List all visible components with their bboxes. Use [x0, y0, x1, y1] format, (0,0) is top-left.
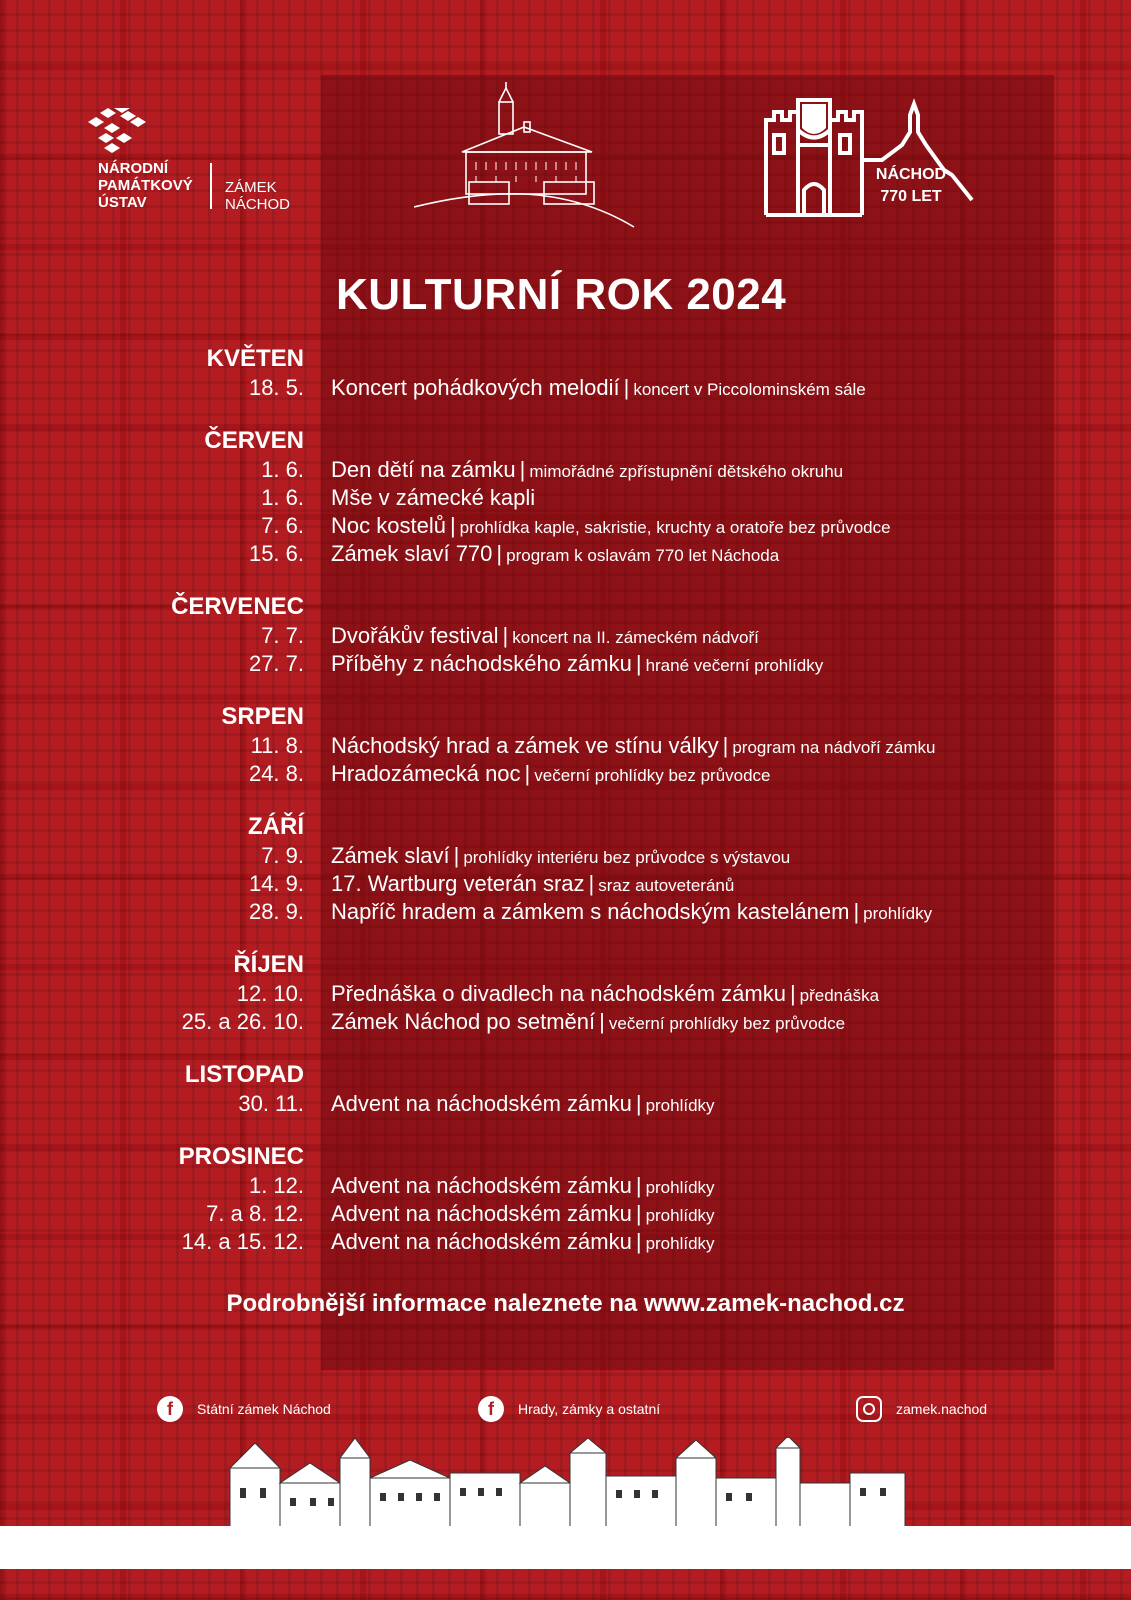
event-title: Den dětí na zámku — [331, 457, 516, 482]
event-title: Příběhy z náchodského zámku — [331, 651, 632, 676]
month-gap — [0, 678, 1131, 702]
event-title: Advent na náchodském zámku — [331, 1201, 632, 1226]
month-gap — [0, 568, 1131, 592]
month-heading: LISTOPAD — [184, 1061, 304, 1088]
separator-bar: | — [789, 981, 796, 1006]
event-row — [0, 484, 1131, 512]
logo-separator — [210, 163, 212, 209]
event-row — [0, 898, 1131, 926]
separator-bar: | — [588, 871, 595, 896]
month-heading: SRPEN — [221, 703, 304, 730]
event-date: 25. a 26. 10. — [181, 1009, 304, 1034]
month-gap — [0, 402, 1131, 426]
event-date: 1. 6. — [261, 457, 304, 482]
separator-bar: | — [635, 1091, 642, 1116]
event-date: 27. 7. — [248, 651, 304, 676]
org-line3: ÚSTAV — [98, 194, 147, 211]
event-title-line — [331, 980, 879, 1008]
separator-bar: | — [635, 1173, 642, 1198]
event-description: prohlídky — [863, 904, 933, 923]
event-title-line — [331, 870, 734, 898]
org-line2: PAMÁTKOVÝ — [98, 177, 193, 194]
event-title: Náchodský hrad a zámek ve stínu války — [331, 733, 719, 758]
event-description: program k oslavám 770 let Náchoda — [506, 546, 780, 565]
event-date: 7. a 8. 12. — [206, 1201, 304, 1226]
event-date: 28. 9. — [248, 899, 304, 924]
event-schedule — [0, 344, 1131, 1256]
separator-bar: | — [524, 761, 531, 786]
npu-logo — [80, 108, 310, 218]
month-gap — [0, 788, 1131, 812]
event-description: večerní prohlídky bez průvodce — [534, 766, 771, 785]
page-title: KULTURNÍ ROK 2024 — [336, 270, 787, 319]
event-title: Napříč hradem a zámkem s náchodským kastelánem — [331, 899, 850, 924]
event-row — [0, 1228, 1131, 1256]
event-title-line — [331, 1090, 715, 1118]
social-link-facebook-1[interactable] — [157, 1396, 331, 1422]
month-heading: KVĚTEN — [206, 345, 304, 372]
event-title-line — [331, 650, 823, 678]
separator-bar: | — [449, 513, 456, 538]
month-heading: ČERVENEC — [171, 593, 304, 620]
separator-bar: | — [635, 1229, 642, 1254]
social-label: Státní zámek Náchod — [197, 1401, 331, 1417]
event-title-line — [331, 512, 891, 540]
event-title: Noc kostelů — [331, 513, 446, 538]
event-description: sraz autoveteránů — [598, 876, 735, 895]
event-title: Advent na náchodském zámku — [331, 1229, 632, 1254]
event-date: 1. 12. — [248, 1173, 304, 1198]
npu-logo-icon — [80, 108, 160, 153]
separator-bar: | — [853, 899, 860, 924]
event-row — [0, 456, 1131, 484]
event-row — [0, 1008, 1131, 1036]
event-title-line — [331, 622, 759, 650]
separator-bar: | — [635, 1201, 642, 1226]
event-row — [0, 732, 1131, 760]
month-heading: ČERVEN — [204, 427, 304, 454]
event-date: 7. 9. — [261, 843, 304, 868]
event-title-line — [331, 456, 843, 484]
event-title-line — [331, 842, 790, 870]
event-date: 12. 10. — [236, 981, 304, 1006]
event-date: 14. 9. — [248, 871, 304, 896]
month-gap — [0, 1118, 1131, 1142]
event-description: program na nádvoří zámku — [732, 738, 936, 757]
month-heading: ZÁŘÍ — [248, 813, 304, 840]
event-row — [0, 540, 1131, 568]
event-date: 7. 6. — [261, 513, 304, 538]
event-row — [0, 650, 1131, 678]
instagram-icon — [856, 1396, 882, 1422]
separator-bar: | — [519, 457, 526, 482]
event-description: prohlídky — [645, 1234, 715, 1253]
event-date: 24. 8. — [248, 761, 304, 786]
facebook-icon: f — [157, 1396, 183, 1422]
separator-bar: | — [599, 1009, 605, 1034]
event-title: Hradozámecká noc — [331, 761, 521, 786]
event-title: Advent na náchodském zámku — [331, 1173, 632, 1198]
event-title: Zámek slaví — [331, 843, 450, 868]
event-title-line — [331, 1172, 715, 1200]
month-heading: ŘÍJEN — [233, 951, 304, 978]
org-line1: NÁRODNÍ — [98, 160, 168, 177]
event-description: prohlídky — [645, 1096, 715, 1115]
event-date: 15. 6. — [248, 541, 304, 566]
separator-bar: | — [623, 375, 630, 400]
event-row — [0, 1200, 1131, 1228]
event-description: mimořádné zpřístupnění dětského okruhu — [529, 462, 844, 481]
emblem-line2: 770 LET — [880, 188, 942, 205]
month-gap — [0, 1036, 1131, 1060]
event-description: koncert v Piccolominském sále — [633, 380, 866, 399]
event-date: 30. 11. — [238, 1091, 304, 1116]
separator-bar: | — [502, 623, 509, 648]
bottom-band — [0, 1526, 1131, 1569]
month-heading: PROSINEC — [178, 1143, 304, 1170]
event-title-line — [331, 374, 866, 402]
site-line2: NÁCHOD — [225, 196, 291, 213]
event-description: prohlídka kaple, sakristie, kruchty a oratoře bez průvodce — [459, 518, 891, 537]
event-title-line — [331, 1200, 715, 1228]
event-title-line — [331, 540, 779, 568]
event-description: večerní prohlídky bez průvodce — [608, 1014, 846, 1033]
event-description: hrané večerní prohlídky — [645, 656, 824, 675]
event-title: Mše v zámecké kapli — [331, 485, 536, 510]
facebook-icon: f — [478, 1396, 504, 1422]
event-row — [0, 760, 1131, 788]
site-line1: ZÁMEK — [225, 179, 277, 196]
event-description: přednáška — [799, 986, 880, 1005]
social-link-instagram[interactable] — [856, 1396, 987, 1422]
separator-bar: | — [496, 541, 503, 566]
event-title: Koncert pohádkových melodií — [331, 375, 620, 400]
event-title: Zámek Náchod po setmění — [331, 1009, 596, 1034]
event-title: 17. Wartburg veterán sraz — [331, 871, 585, 896]
event-date: 1. 6. — [261, 485, 304, 510]
event-title-line — [331, 1228, 715, 1256]
event-row — [0, 980, 1131, 1008]
event-row — [0, 622, 1131, 650]
separator-bar: | — [722, 733, 729, 758]
separator-bar: | — [635, 651, 642, 676]
event-date: 18. 5. — [248, 375, 304, 400]
event-description: prohlídky interiéru bez průvodce s výstavou — [463, 848, 791, 867]
event-date: 14. a 15. 12. — [181, 1229, 304, 1254]
more-info-text: Podrobnější informace naleznete na www.zamek-nachod.cz — [226, 1290, 905, 1317]
month-gap — [0, 926, 1131, 950]
town-skyline-icon — [220, 1438, 910, 1528]
social-label: Hrady, zámky a ostatní — [518, 1401, 661, 1417]
event-title-line — [331, 484, 535, 512]
event-title-line — [331, 898, 932, 926]
event-title: Advent na náchodském zámku — [331, 1091, 632, 1116]
event-description: prohlídky — [645, 1206, 715, 1225]
event-title: Zámek slaví 770 — [331, 541, 493, 566]
event-description: prohlídky — [645, 1178, 715, 1197]
separator-bar: | — [453, 843, 460, 868]
event-row — [0, 512, 1131, 540]
event-title-line — [331, 1008, 845, 1036]
event-title-line — [331, 760, 771, 788]
social-label: zamek.nachod — [896, 1401, 988, 1417]
event-row — [0, 1090, 1131, 1118]
event-date: 7. 7. — [261, 623, 304, 648]
event-row — [0, 842, 1131, 870]
event-row — [0, 374, 1131, 402]
emblem-line1: NÁCHOD — [875, 166, 947, 183]
event-title: Dvořákův festival — [331, 623, 499, 648]
event-title-line — [331, 732, 936, 760]
event-row — [0, 870, 1131, 898]
event-title: Přednáška o divadlech na náchodském zámku — [331, 981, 786, 1006]
event-row — [0, 1172, 1131, 1200]
social-link-facebook-2[interactable] — [478, 1396, 660, 1422]
event-date: 11. 8. — [250, 733, 304, 758]
castle-drawing-icon — [414, 82, 644, 232]
event-description: koncert na II. zámeckém nádvoří — [512, 628, 759, 647]
